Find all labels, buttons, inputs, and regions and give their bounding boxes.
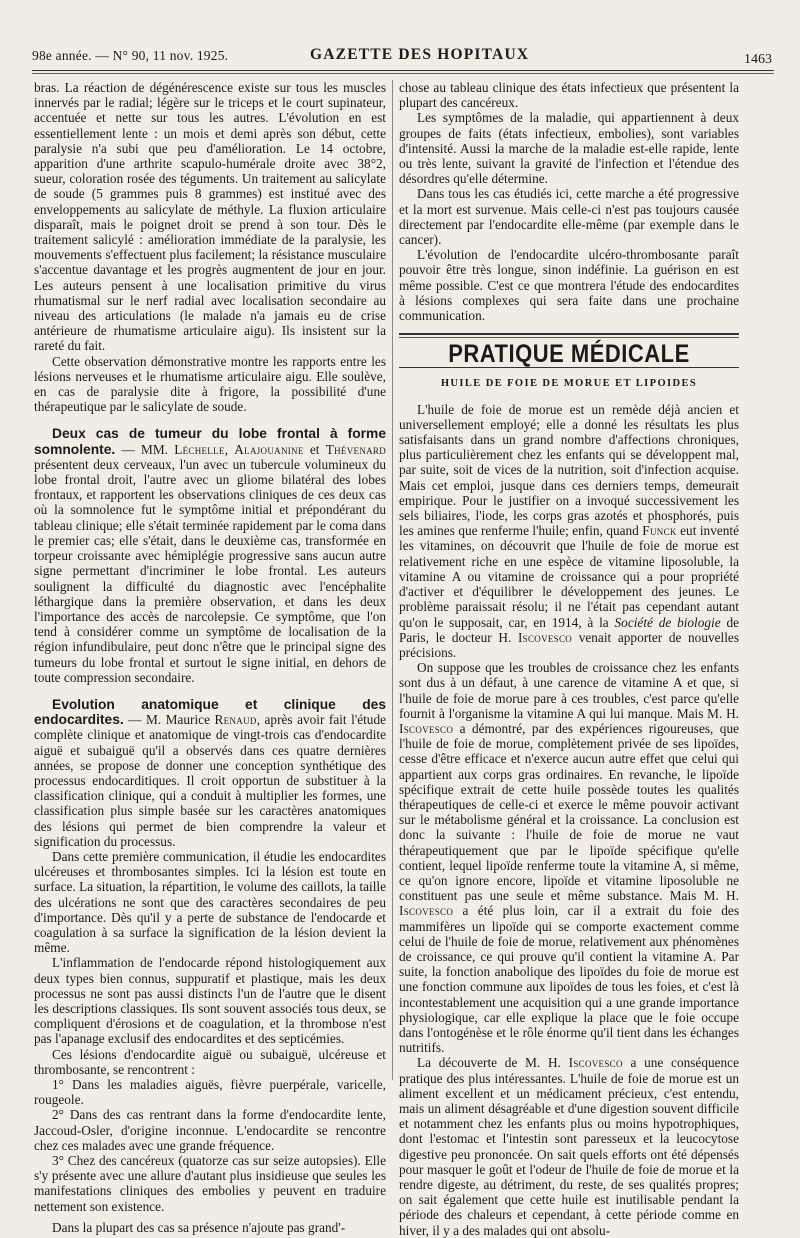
society-name: Société de biologie (614, 614, 721, 630)
author-name: Iscovesco (568, 1055, 623, 1071)
section-title: Evolution anatomique et clinique des endocardites. (34, 696, 386, 728)
author-name: Funck (642, 523, 677, 539)
paragraph: Les symptômes de la maladie, qui appartiennent à deux groupes de faits (états infectieux, embolies), sont variables d'intensité. Aussi la marche de la maladie est-elle rapide, lente ou très lente, suivant la gravité de l'infection et l'étendue des désordres qu'elle détermine. (399, 110, 739, 187)
paragraph: L'évolution de l'endocardite ulcéro-thrombosante paraît pouvoir être très longue, sinon indéfinie. La guérison en est même possible. C'est ce que montrera l'étude des endocardites à lésions complexes qui sera faite dans une prochaine communication. (399, 247, 739, 324)
list-item: 3° Chez des cancéreux (quatorze cas sur seize autopsies). Elle s'y présente avec une allure d'autant plus insidieuse que seules les manifestations cliniques des embolies y peuvent en traduire nettement son existence. (34, 1153, 386, 1214)
paragraph: On suppose que les troubles de croissance chez les enfants sont dus à un défaut, à une carence de vitamine A et que, si l'huile de foie de morue pare à ces troubles, c'est parce qu'elle fournit à l'organisme la vitamine A qui lui manque. Mais M. H. Iscovesco a démontré, par des expériences rigoureuses, que l'huile de foie de morue, complètement privée de ses lipoïdes, cesse d'être efficace et n'exerce aucun autre effet que celui qui appartient aux corps gras ordinaires. En revanche, le lipoïde spécifique extrait de cette huile possède toutes les qualités thérapeutiques de celle-ci et exerce le même pouvoir activant sur le métabolisme général et la croissance. La conclusion est donc la suivante : l'huile de foie de morue ne vaut thérapeutiquement que par le lipoïde spécifique qu'elle contient, lequel lipoïde renferme toute la vitamine A, si même, ce qu'on ignore encore, lipoïde et vitamine liposoluble ne constituent pas une seule et même substance. Mais M. H. Iscovesco a été plus loin, car il a extrait du foie des mammifères un lipoïde qui se comporte exactement comme celui de l'huile de foie de morue, relativement aux phénomènes de croissance, ce qui prouve qu'il contient la vitamine A. Par suite, la fonction anabolique des lipoïdes du foie de morue est une fonction commune aux lipoïdes de tous les foies, et c'est là incontestablement une acquisition qui a une grande importance physiologique, car elle explique la place que le foie occupe dans l'ontogénèse et le rôle énorme qu'il tient dans les échanges nutritifs. (399, 660, 739, 1056)
page-number: 1463 (744, 52, 772, 67)
left-column (34, 80, 386, 1235)
author-name: Alajouanine (234, 441, 304, 457)
author-name: Renaud (214, 712, 257, 728)
list-item: 1° Dans les maladies aiguës, fièvre puerpérale, varicelle, rougeole. (34, 1077, 386, 1108)
paragraph: Dans la plupart des cas sa présence n'ajoute pas grand'- (52, 1219, 346, 1235)
section-heading: PRATIQUE MÉDICALE (448, 339, 690, 369)
paragraph: Dans cette première communication, il étudie les endocardites ulcéreuses et thrombosantes simples. Ici la lésion est toute en surface. La situation, la répartition, le volume des caillots, la taille des ulcérations ne sont que des caractères secondaires de peu d'importance. Dès qu'il y a perte de substance de l'endocarde et coagulation à sa surface la signification de la lésion devient la même. (34, 848, 386, 956)
page-header (32, 44, 772, 68)
paragraph: L'huile de foie de morue est un remède déjà ancien et universellement employé; elle a donné les résultats les plus satisfaisants dans un grand nombre d'affections chroniques, plus particulièrement chez les enfants qui se développent mal, par suite, soit de vices de la nutrition, soit d'infection acquise. Mais cet emploi, jusque dans ces derniers temps, demeurait empirique. Pour le justifier on a invoqué successivement les sels biliaires, l'iode, les corps gras azotés et phosphorés, puis les amines que renferme l'huile; enfin, quand Funck eut inventé les vitamines, on découvrit que l'huile de foie de morue est relativement riche en une espèce de vitamine liposoluble, la vitamine A ou vitamine de croissance qui a pour propriété d'activer et d'équilibrer le développement des jeunes. Le problème paraissait résolu; il ne l'était pas cependant autant qu'on le supposait, car, en 1914, à la Société de biologie de Paris, le docteur H. Iscovesco venait apporter de nouvelles précisions. (399, 401, 740, 660)
author-name: Thévenard (325, 441, 387, 457)
paragraph: La découverte de M. H. Iscovesco a une conséquence pratique des plus intéressantes. L'huile de foie de morue est un aliment excellent et un médicament précieux, c'est entendu, mais un aliment désagréable et d'une digestion souvent difficile et notamment chez les enfants plus ou moins hypotrophiques, dont l'estomac et l'intestin sont paresseux et la leucocytose digestive peu prononcée. On sait quels efforts ont été dépensés pour masquer le goût et l'odeur de l'huile de foie de morue et la rendre digeste, au détriment, du reste, de ses qualités propres; on sait également que cette huile est inutilisable pendant la période des chaleurs et cependant, à cette période comme en hiver, il y a des malades qui ont absolu- (399, 1055, 739, 1238)
journal-title: GAZETTE DES HOPITAUX (310, 46, 530, 63)
list-item: 2° Dans des cas rentrant dans la forme d'endocardite lente, Jaccoud-Osler, d'origine inconnue. L'endocardite se rencontre chez ces malades avec une grande fréquence. (34, 1107, 386, 1153)
author-name: Iscovesco (399, 903, 454, 919)
header-rule (32, 70, 774, 71)
section-endocardites: Evolution anatomique et clinique des endocardites. — M. Maurice Renaud, après avoir fait l'étude complète clinique et anatomique de vingt-trois cas d'endocardite aiguë et subaiguë qu'il a observés dans ces quatre dernières années, se propose de donner une conception synthétique des processus endocarditiques. Il croit opportun de substituer à la classification clinique, qui a conduit à multiplier les formes, une classification plus simple basée sur les caractères anatomiques des lésions qui permet de bien comprendre la valeur et signification du processus. (34, 696, 387, 849)
section-separator (399, 333, 739, 338)
paragraph: bras. La réaction de dégénérescence existe sur tous les muscles innervés par le radial; légère sur le triceps et le court supinateur, accentuée et nette sur tous les autres. L'évolution en est essentiellement lente : un mois et demi après son début, cette paralysie n'a subi que peu d'amélioration. Le 14 octobre, apparition d'une arthrite scapulo-humérale droite avec 38°2, sueur, coloration rosée des téguments. Un traitement au salicylate de soude (5 grammes puis 8 grammes) est institué avec des enveloppements au salicylate de méthyle. La fluxion articulaire disparaît, mais le poignet droit se prend à son tour. Dès le traitement salicylé : amélioration immédiate de la paralysie, les mouvements s'effectuent plus facilement; la résistance musculaire s'accentue davantage et les progrès augmentent de jour en jour. Les auteurs pensent à une localisation primitive du virus rhumatismal sur le nerf radial avec localisation secondaire au niveau des articulations (le malade n'a jamais eu de crise antérieure de rhumatisme articulaire aigu). Ils insistent sur la rareté du fait. (34, 80, 386, 354)
author-name: Iscovesco (517, 629, 573, 645)
issue-info: 98e année. — N° 90, 11 nov. 1925. (32, 48, 229, 63)
header-rule-thin (32, 73, 774, 74)
paragraph: Dans tous les cas étudiés ici, cette marche a été progressive et la mort est survenue. Mais celle-ci n'est pas toujours causée directement par l'endocardite elle-même (par exemple dans le cancer). (399, 186, 739, 248)
section-tumeur: Deux cas de tumeur du lobe frontal à forme somnolente. — MM. Léchelle, Alajouanine et Thévenard présentent deux cerveaux, l'un avec un tubercule volumineux du lobe frontal droit, l'autre avec un gliome bilatéral des lobes frontaux, et rapportent les observations cliniques de ces deux cas où la somnolence fut le symptôme initial et prépondérant du tableau clinique; elle s'était terminée rapidement par le coma dans le premier cas; elle s'était, dans le deuxième cas, transformée en torpeur croissante avec hémiplégie progressive sans aucun autre signe permettant d'incriminer le lobe frontal. Les auteurs soulignent la difficulté du diagnostic avec l'encéphalite léthargique dans la première observation, et dans les deux l'importance des accès de narcolepsie. Ce symptôme, que l'on tend à considérer comme un symptôme de localisation de la région infundibulaire, peut donc n'être que le principal signe des tumeurs du lobe frontal et surtout le signe initial, en dehors de toute compression secondaire. (34, 426, 387, 685)
right-column (399, 80, 739, 1238)
section-title: Deux cas de tumeur du lobe frontal à forme somnolente. (34, 426, 386, 457)
article-subtitle: HUILE DE FOIE DE MORUE ET LIPOIDES (440, 378, 698, 390)
paragraph: Ces lésions d'endocardite aiguë ou subaiguë, ulcéreuse et thrombosante, se rencontrent : (34, 1046, 386, 1077)
paragraph: chose au tableau clinique des états infectieux que présentent la plupart des cancéreux. (399, 80, 739, 111)
column-divider (392, 80, 393, 1080)
author-name: Léchelle (174, 441, 225, 457)
paragraph: L'inflammation de l'endocarde répond histologiquement aux deux types bien connus, suppuratif et plastique, mais les deux processus ne sont pas aussi distincts l'un de l'autre que le disent les descriptions classiques. Ils sont souvent associés tous deux, se compliquent d'érosions et de coagulation, et la thrombose n'est pas l'apanage exclusif des endocardites et des septicémies. (34, 955, 386, 1047)
author-name: Iscovesco (399, 720, 454, 736)
paragraph: Cette observation démonstrative montre les rapports entre les lésions nerveuses et le rhumatisme articulaire aigu. Elle soulève, en cas de paralysie dite à frigore, la possibilité d'une thérapeutique par le salicylate de soude. (34, 353, 386, 415)
